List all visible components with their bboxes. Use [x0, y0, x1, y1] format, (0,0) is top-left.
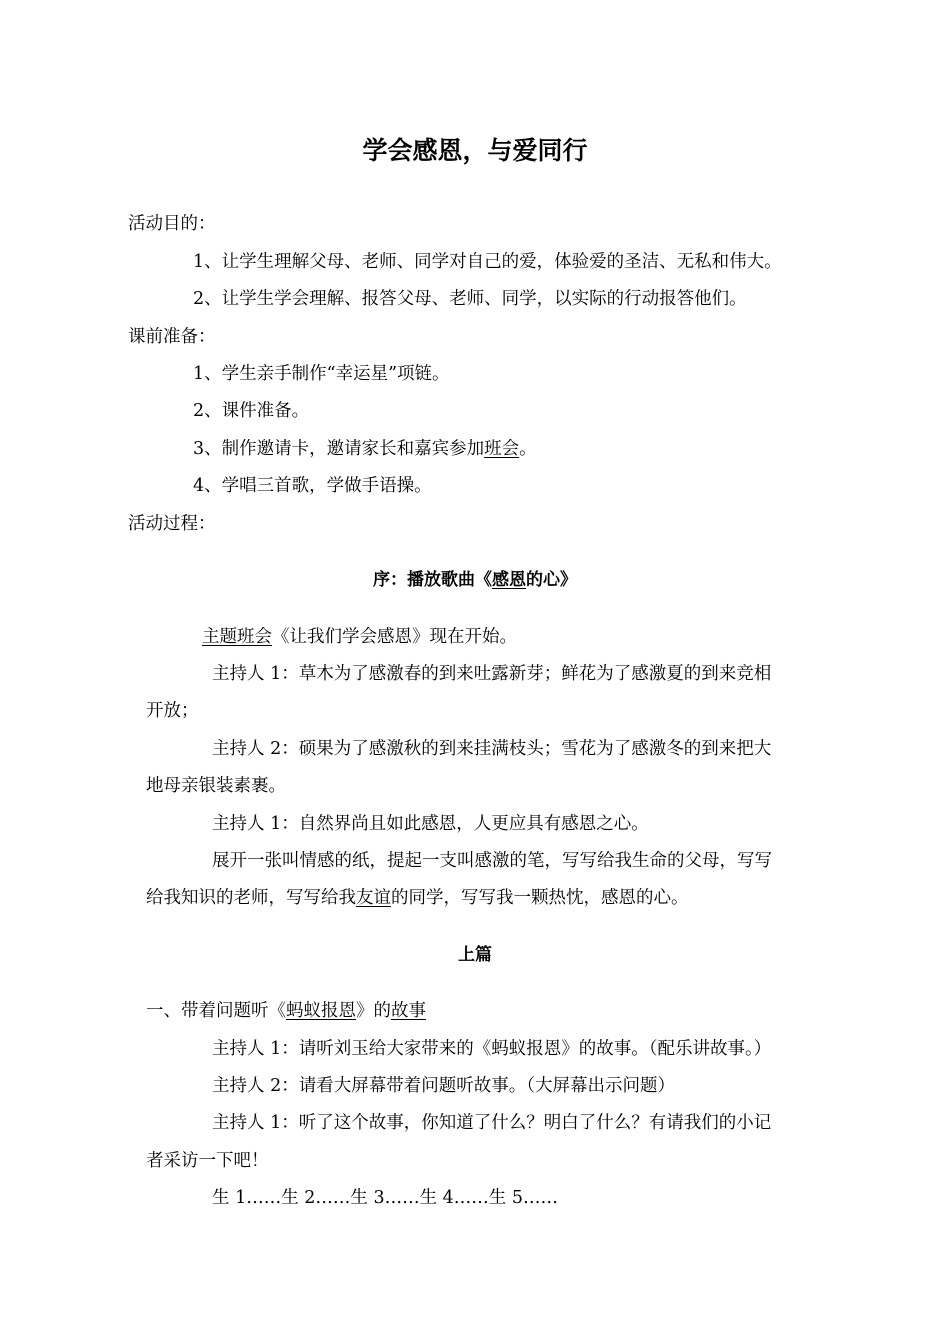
unfold-line2 [146, 887, 689, 909]
host1-a-line2: 开放； [146, 701, 199, 721]
prep-item-3-text: 3、制作邀请卡，邀请家长和嘉宾参加 [193, 439, 485, 459]
students-line: 生 1……生 2……生 3……生 4……生 5…… [212, 1188, 558, 1208]
host1-d-line2: 者采访一下吧！ [146, 1151, 269, 1171]
unfold-line1: 展开一张叫情感的纸，提起一支叫感激的笔，写写给我生命的父母，写写 [212, 851, 772, 871]
prep-item-2: 2、课件准备。 [193, 401, 310, 421]
prep-item-1: 1、学生亲手制作“幸运星”项链。 [193, 364, 450, 384]
opening-line [202, 626, 517, 648]
host1-a-line1: 主持人 1：草木为了感激春的到来吐露新芽；鲜花为了感激夏的到来竞相 [212, 664, 772, 684]
host1-c-line: 主持人 1：请听刘玉给大家带来的《蚂蚁报恩》的故事。（配乐讲故事。） [212, 1039, 772, 1059]
prep-label: 课前准备： [128, 327, 216, 347]
theme-meeting-link[interactable]: 主题班会 [202, 627, 272, 647]
ant-story-link[interactable]: 蚂蚁报恩 [286, 1001, 356, 1021]
friendship-link[interactable]: 友谊 [356, 888, 391, 908]
process-label: 活动过程： [128, 514, 216, 534]
host1-b-line: 主持人 1：自然界尚且如此感恩，人更应具有感恩之心。 [212, 814, 649, 834]
class-meeting-link[interactable]: 班会 [484, 439, 520, 459]
unfold-line2-end: 的同学，写写我一颗热忱，感恩的心。 [391, 888, 689, 908]
prelude-heading-text: 序：播放歌曲《 [373, 570, 492, 590]
gratitude-link[interactable]: 感恩 [492, 570, 526, 590]
host2-a-line2: 地母亲银装素裹。 [146, 776, 286, 796]
purpose-item-1: 1、让学生理解父母、老师、同学对自己的爱，体验爱的圣洁、无私和伟大。 [193, 252, 782, 272]
prep-item-3-end: 。 [519, 439, 537, 459]
purpose-label: 活动目的： [128, 214, 216, 234]
opening-line-text: 《让我们学会感恩》现在开始。 [272, 627, 517, 647]
prep-item-4: 4、学唱三首歌，学做手语操。 [193, 476, 432, 496]
section-title-mid: 》的 [356, 1001, 391, 1021]
host1-d-line1: 主持人 1：听了这个故事，你知道了什么？明白了什么？有请我们的小记 [212, 1113, 772, 1133]
host2-a-line1: 主持人 2：硕果为了感激秋的到来挂满枝头；雪花为了感激冬的到来把大 [212, 739, 772, 759]
host2-b-line: 主持人 2：请看大屏幕带着问题听故事。（大屏幕出示问题） [212, 1076, 675, 1096]
unfold-line2-text: 给我知识的老师，写写给我 [146, 888, 356, 908]
part1-section-title [146, 1000, 426, 1022]
part1-heading: 上篇 [458, 945, 492, 965]
document-title: 学会感恩，与爱同行 [362, 136, 588, 165]
prelude-heading [0, 569, 950, 591]
prelude-heading-end: 的心》 [526, 570, 577, 590]
section-title-text: 一、带着问题听《 [146, 1001, 286, 1021]
story-link[interactable]: 故事 [391, 1001, 426, 1021]
prep-item-3 [193, 438, 537, 460]
purpose-item-2: 2、让学生学会理解、报答父母、老师、同学，以实际的行动报答他们。 [193, 289, 747, 309]
